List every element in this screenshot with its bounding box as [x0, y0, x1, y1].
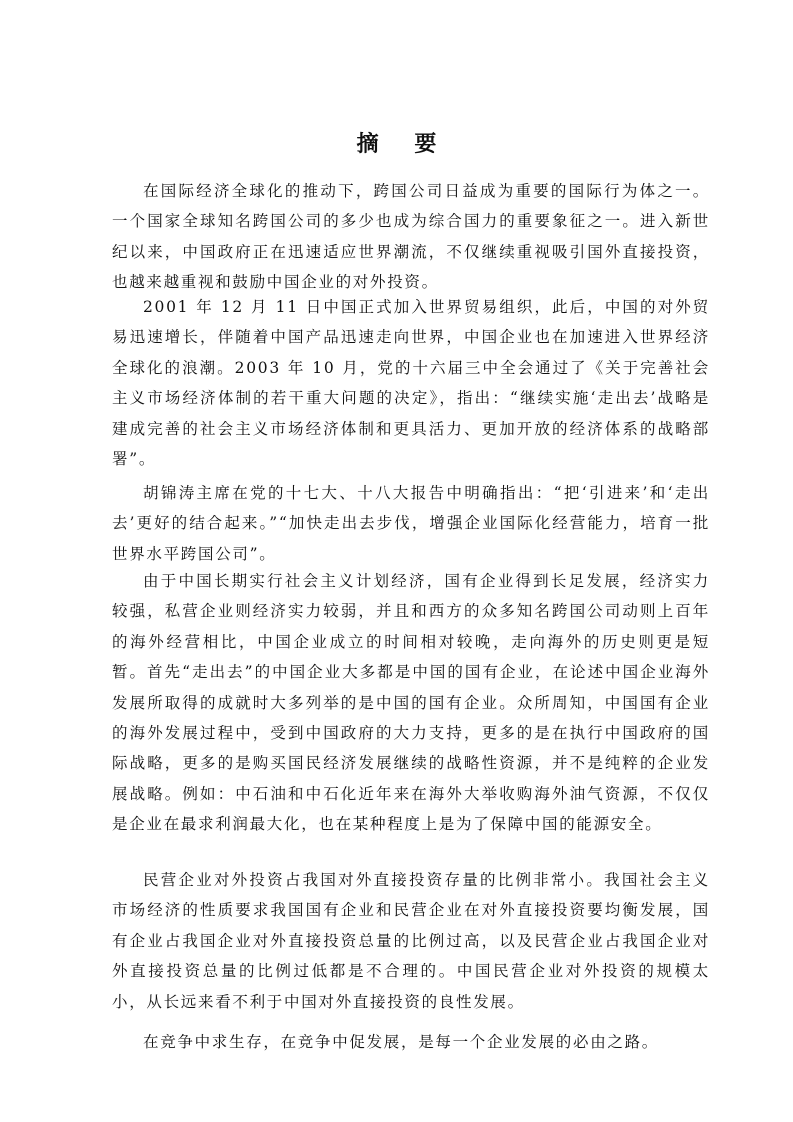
paragraph-2: 2001 年 12 月 11 日中国正式加入世界贸易组织，此后，中国的对外贸易迅速增长，伴随着中国产品迅速走向世界，中国企业也在加速进入世界经济全球化的浪潮。2003 年 10 月，党的十六届三中全会通过了《关于完善社会主义市场经济体制的若干重大问题的决定》，指出：“继续实施‘走出去’战略是建成完善的社会主义市场经济体制和更具活力、更加开放的经济体系的战略部署”。: [112, 298, 710, 469]
page-title: 摘 要: [356, 131, 451, 157]
paragraph-4: 由于中国长期实行社会主义计划经济，国有企业得到长足发展，经济实力较强，私营企业则经济实力较弱，并且和西方的众多知名跨国公司动则上百年的海外经营相比，中国企业成立的时间相对较晚，走向海外的历史则更是短暂。首先“走出去”的中国企业大多都是中国的国有企业，在论述中国企业海外发展所取得的成就时大多列举的是中国的国有企业。众所周知，中国国有企业的海外发展过程中，受到中国政府的大力支持，更多的是在执行中国政府的国际战略，更多的是购买国民经济发展继续的战略性资源，并不是纯粹的企业发展战略。例如：中石油和中石化近年来在海外大举收购海外油气资源，不仅仅是企业在最求利润最大化，也在某种程度上是为了保障中国的能源安全。: [112, 572, 710, 834]
paragraph-3: 胡锦涛主席在党的十七大、十八大报告中明确指出：“把‘引进来’和‘走出去’更好的结合起来。”“加快走出去步伐，增强企业国际化经营能力，培育一批世界水平跨国公司”。: [112, 484, 710, 563]
paragraph-1: 在国际经济全球化的推动下，跨国公司日益成为重要的国际行为体之一。一个国家全球知名跨国公司的多少也成为综合国力的重要象征之一。进入新世纪以来，中国政府正在迅速适应世界潮流，不仅继续重视吸引国外直接投资，也越来越重视和鼓励中国企业的对外投资。: [112, 182, 710, 292]
paragraph-6: 在竞争中求生存，在竞争中促发展，是每一个企业发展的必由之路。: [143, 1033, 660, 1051]
paragraph-5: 民营企业对外投资占我国对外直接投资存量的比例非常小。我国社会主义市场经济的性质要求我国国有企业和民营企业在对外直接投资要均衡发展，国有企业占我国企业对外直接投资总量的比例过高，以及民营企业占我国企业对外直接投资总量的比例过低都是不合理的。中国民营企业对外投资的规模太小，从长远来看不利于中国对外直接投资的良性发展。: [112, 871, 710, 1011]
